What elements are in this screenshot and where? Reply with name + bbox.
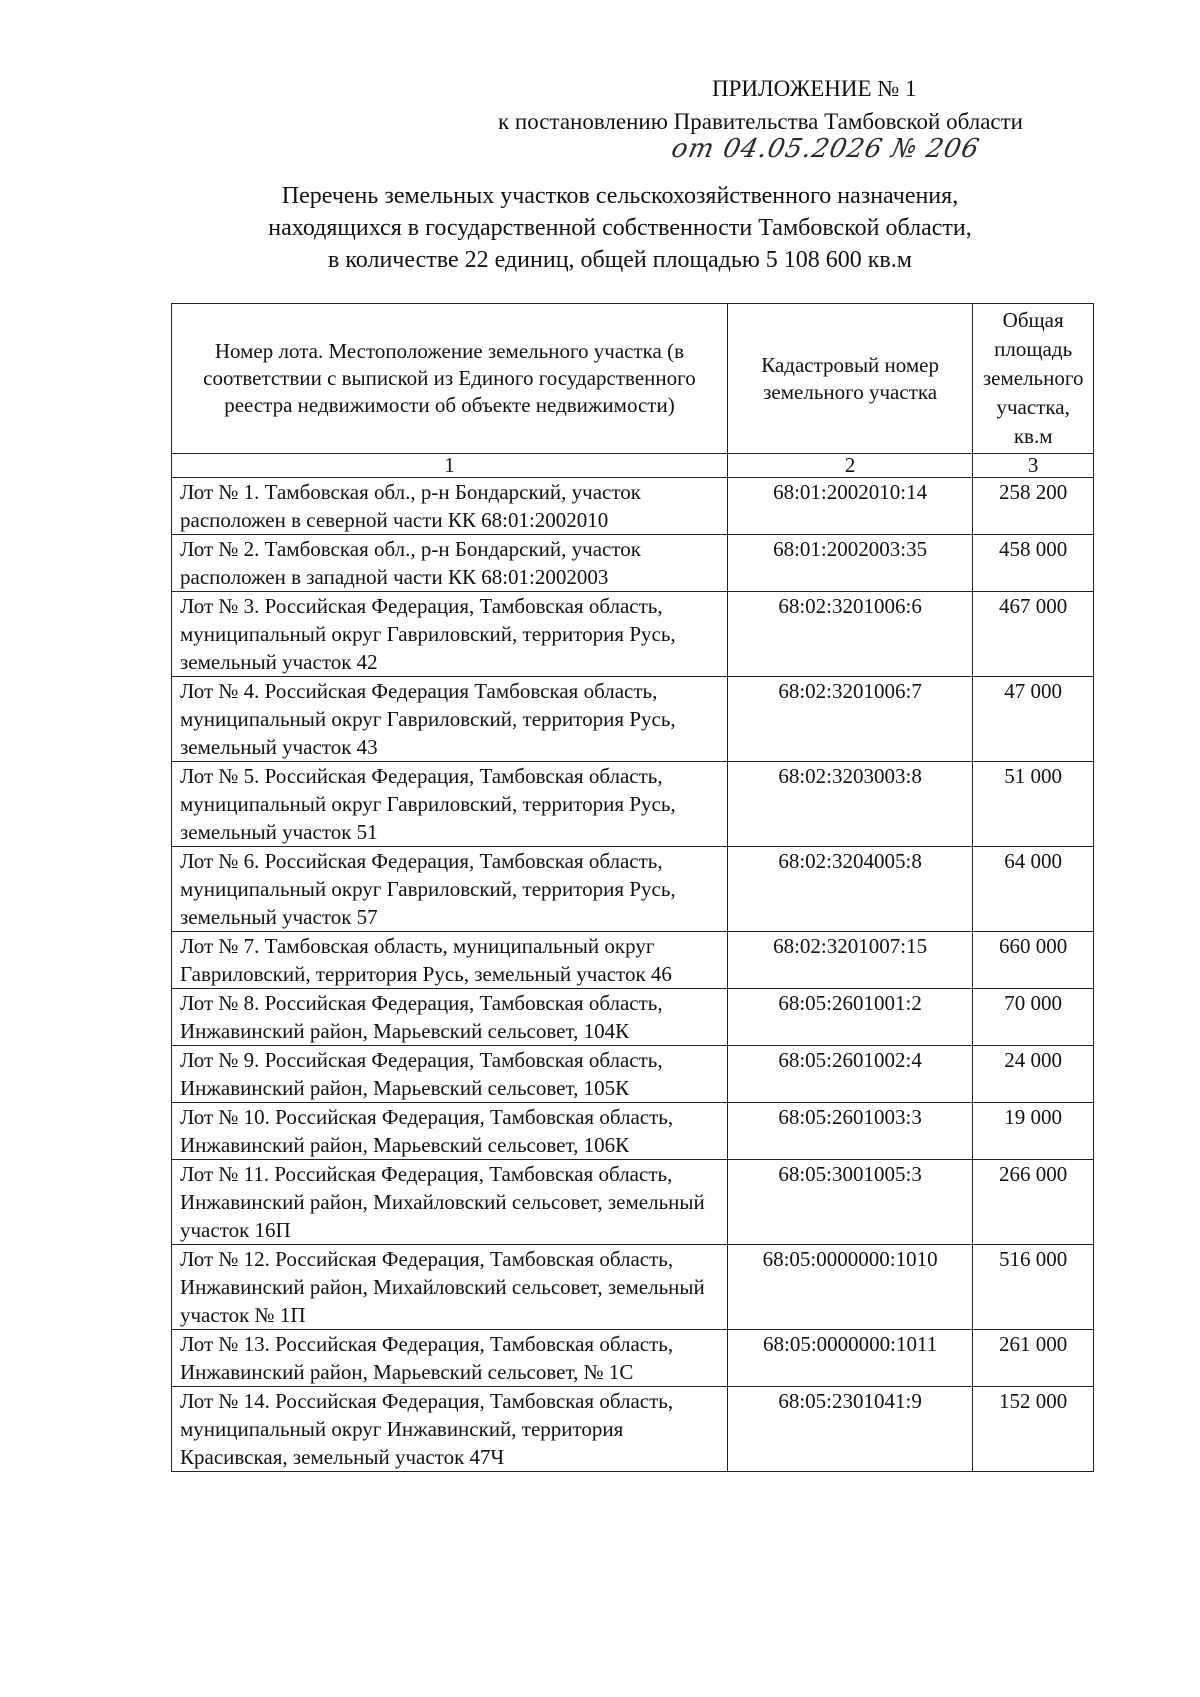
header-location: Номер лота. Местоположение земельного участка (в соответствии с выпиской из Единого государственного реестра недвижимости об объекте недвижимости) [172, 304, 728, 454]
column-number-3: 3 [973, 454, 1094, 478]
column-number-row [172, 454, 1094, 478]
table-row [172, 847, 1094, 932]
table-row [172, 932, 1094, 989]
lot-location: Лот № 3. Российская Федерация, Тамбовская область, муниципальный округ Гавриловский, территория Русь, земельный участок 42 [172, 592, 728, 677]
lot-area: 261 000 [973, 1330, 1094, 1387]
lot-location: Лот № 1. Тамбовская обл., р-н Бондарский, участок расположен в северной части КК 68:01:2002010 [172, 478, 728, 535]
lot-location: Лот № 14. Российская Федерация, Тамбовская область, муниципальный округ Инжавинский, территория Красивская, земельный участок 47Ч [172, 1387, 728, 1472]
lot-location: Лот № 8. Российская Федерация, Тамбовская область, Инжавинский район, Марьевский сельсовет, 104К [172, 989, 728, 1046]
table-row [172, 1103, 1094, 1160]
lot-cadastral-number: 68:05:2601001:2 [727, 989, 972, 1046]
lot-location: Лот № 7. Тамбовская область, муниципальный округ Гавриловский, территория Русь, земельный участок 46 [172, 932, 728, 989]
lot-location: Лот № 4. Российская Федерация Тамбовская область, муниципальный округ Гавриловский, территория Русь, земельный участок 43 [172, 677, 728, 762]
table-row [172, 762, 1094, 847]
lot-location: Лот № 9. Российская Федерация, Тамбовская область, Инжавинский район, Марьевский сельсовет, 105К [172, 1046, 728, 1103]
lot-location: Лот № 12. Российская Федерация, Тамбовская область, Инжавинский район, Михайловский сельсовет, земельный участок № 1П [172, 1245, 728, 1330]
lot-location: Лот № 13. Российская Федерация, Тамбовская область, Инжавинский район, Марьевский сельсовет, № 1С [172, 1330, 728, 1387]
lot-cadastral-number: 68:05:0000000:1010 [727, 1245, 972, 1330]
lot-cadastral-number: 68:01:2002010:14 [727, 478, 972, 535]
lot-area: 516 000 [973, 1245, 1094, 1330]
lot-area: 51 000 [973, 762, 1094, 847]
table-row [172, 677, 1094, 762]
header-cadastral-number: Кадастровый номер земельного участка [727, 304, 972, 454]
lot-location: Лот № 5. Российская Федерация, Тамбовская область, муниципальный округ Гавриловский, территория Русь, земельный участок 51 [172, 762, 728, 847]
lot-location: Лот № 2. Тамбовская обл., р-н Бондарский, участок расположен в западной части КК 68:01:2002003 [172, 535, 728, 592]
lot-cadastral-number: 68:02:3204005:8 [727, 847, 972, 932]
lot-cadastral-number: 68:05:2601003:3 [727, 1103, 972, 1160]
lot-cadastral-number: 68:02:3203003:8 [727, 762, 972, 847]
table-header-row [172, 304, 1094, 454]
lot-area: 70 000 [973, 989, 1094, 1046]
lot-cadastral-number: 68:02:3201006:6 [727, 592, 972, 677]
lot-cadastral-number: 68:01:2002003:35 [727, 535, 972, 592]
appendix-title: ПРИЛОЖЕНИЕ № 1 [712, 76, 917, 101]
table-row [172, 478, 1094, 535]
document-title-line-1: Перечень земельных участков сельскохозяйственного назначения, [281, 183, 959, 209]
lot-area: 152 000 [973, 1387, 1094, 1472]
land-plots-table [171, 303, 1094, 1472]
lot-location: Лот № 11. Российская Федерация, Тамбовская область, Инжавинский район, Михайловский сельсовет, земельный участок 16П [172, 1160, 728, 1245]
document-title-line-3: в количестве 22 единиц, общей площадью 5 108 600 кв.м [328, 247, 912, 273]
table-row [172, 535, 1094, 592]
lot-area: 467 000 [973, 592, 1094, 677]
lot-area: 47 000 [973, 677, 1094, 762]
lot-area: 266 000 [973, 1160, 1094, 1245]
table-row [172, 1046, 1094, 1103]
header-area: Общая площадь земельного участка, кв.м [973, 304, 1094, 454]
lot-cadastral-number: 68:05:0000000:1011 [727, 1330, 972, 1387]
lot-area: 19 000 [973, 1103, 1094, 1160]
lot-cadastral-number: 68:05:3001005:3 [727, 1160, 972, 1245]
lot-area: 458 000 [973, 535, 1094, 592]
document-title [130, 180, 1110, 276]
table-row [172, 1330, 1094, 1387]
lot-cadastral-number: 68:05:2601002:4 [727, 1046, 972, 1103]
column-number-1: 1 [172, 454, 728, 478]
table-row [172, 989, 1094, 1046]
lot-area: 660 000 [973, 932, 1094, 989]
lot-area: 64 000 [973, 847, 1094, 932]
lot-location: Лот № 6. Российская Федерация, Тамбовская область, муниципальный округ Гавриловский, территория Русь, земельный участок 57 [172, 847, 728, 932]
table-row [172, 1245, 1094, 1330]
table-row [172, 1387, 1094, 1472]
lot-cadastral-number: 68:02:3201006:7 [727, 677, 972, 762]
document-title-line-2: находящихся в государственной собственности Тамбовской области, [268, 215, 972, 241]
lot-area: 258 200 [973, 478, 1094, 535]
column-number-2: 2 [727, 454, 972, 478]
table-row [172, 592, 1094, 677]
lot-location: Лот № 10. Российская Федерация, Тамбовская область, Инжавинский район, Марьевский сельсовет, 106К [172, 1103, 728, 1160]
appendix-subtitle: к постановлению Правительства Тамбовской области [498, 109, 1023, 134]
lot-area: 24 000 [973, 1046, 1094, 1103]
lot-cadastral-number: 68:02:3201007:15 [727, 932, 972, 989]
lot-cadastral-number: 68:05:2301041:9 [727, 1387, 972, 1472]
handwritten-date-number: от 04.05.2026 № 206 [668, 134, 983, 164]
table-row [172, 1160, 1094, 1245]
